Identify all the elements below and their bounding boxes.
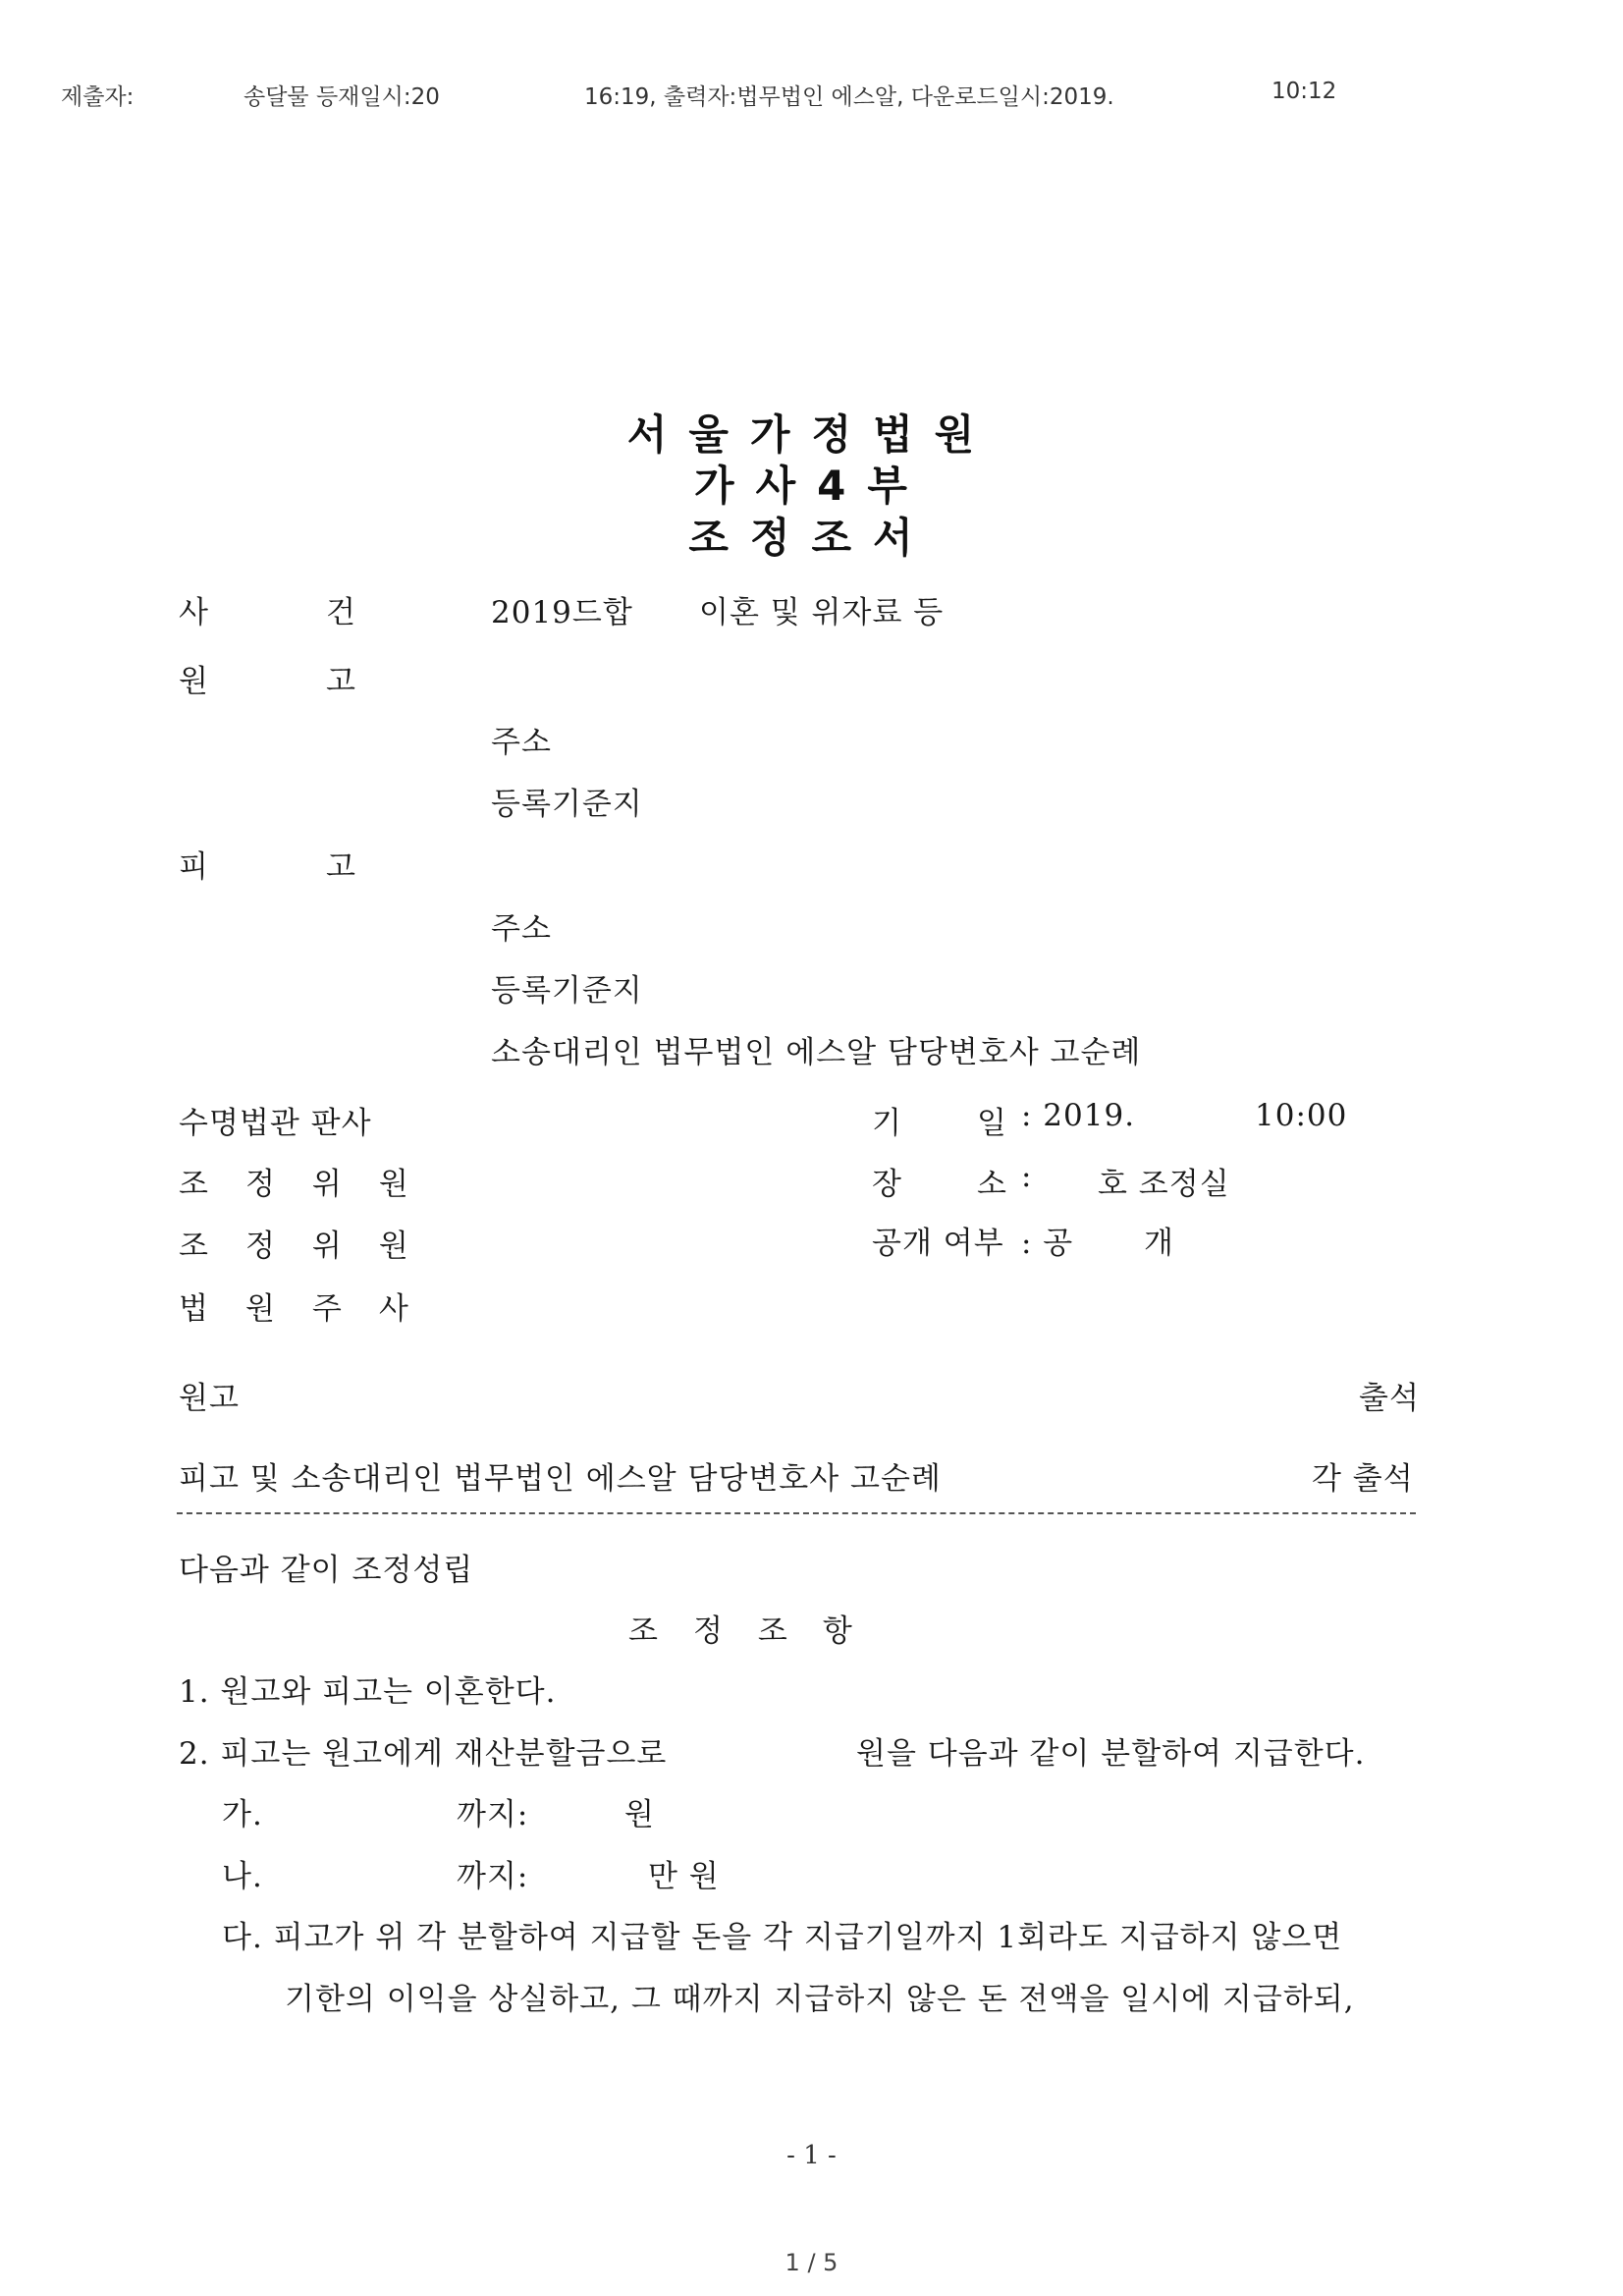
case-number: 2019드합 bbox=[491, 595, 633, 630]
place-colon: : bbox=[1021, 1159, 1033, 1194]
sub-item-ga-unit: 원 bbox=[624, 1797, 655, 1832]
judge-label: 수명법관 판사 bbox=[179, 1106, 372, 1141]
public-label: 공개 여부 bbox=[872, 1226, 1004, 1261]
terms-heading: 조정조항 bbox=[628, 1613, 888, 1649]
sub-item-na-unit: 만 원 bbox=[648, 1859, 720, 1894]
defendant-label: 피고 bbox=[179, 849, 473, 885]
defendant-registry-label: 등록기준지 bbox=[491, 973, 643, 1009]
date-label: 기 bbox=[872, 1106, 902, 1141]
attendance-defendant-status: 각 출석 bbox=[1312, 1461, 1414, 1497]
date-time: 10:00 bbox=[1255, 1098, 1348, 1133]
mediator-2-label: 조정위원 bbox=[179, 1229, 446, 1264]
case-title: 이혼 및 위자료 등 bbox=[699, 595, 945, 630]
header-submitter-label: 제출자: bbox=[61, 84, 135, 110]
defendant-address-label: 주소 bbox=[491, 911, 552, 947]
attendance-defendant-label: 피고 및 소송대리인 법무법인 에스알 담당변호사 고순례 bbox=[179, 1461, 942, 1497]
page-marker: - 1 - bbox=[786, 2141, 837, 2170]
clerk-label: 법원주사 bbox=[179, 1291, 446, 1327]
term-item-1: 1. 원고와 피고는 이혼한다. bbox=[179, 1674, 557, 1710]
place-label-2: 소 bbox=[977, 1167, 1007, 1202]
sub-item-da-line-2: 기한의 이익을 상실하고, 그 때까지 지급하지 않은 돈 전액을 일시에 지급하되, bbox=[285, 1982, 1355, 2017]
page-count: 1 / 5 bbox=[784, 2249, 839, 2276]
case-label: 사건 bbox=[179, 595, 473, 630]
sub-item-da-line-1: 다. 피고가 위 각 분할하여 지급할 돈을 각 지급기일까지 1회라도 지급하지 않으면 bbox=[222, 1920, 1343, 1955]
mediation-intro: 다음과 같이 조정성립 bbox=[179, 1553, 474, 1588]
term-item-2-part-a: 2. 피고는 원고에게 재산분할금으로 bbox=[179, 1736, 668, 1772]
attendance-plaintiff-label: 원고 bbox=[179, 1381, 240, 1416]
attendance-plaintiff-status: 출석 bbox=[1359, 1381, 1420, 1416]
public-value-2: 개 bbox=[1144, 1226, 1174, 1261]
plaintiff-label: 원고 bbox=[179, 664, 473, 699]
term-item-2-part-b: 원을 다음과 같이 분할하여 지급한다. bbox=[856, 1736, 1366, 1772]
section-divider bbox=[177, 1512, 1416, 1514]
mediator-1-label: 조정위원 bbox=[179, 1167, 446, 1202]
header-registered-label: 송달물 등재일시:20 bbox=[243, 84, 440, 110]
plaintiff-address-label: 주소 bbox=[491, 725, 552, 760]
place-label: 장 bbox=[872, 1167, 902, 1202]
court-division: 가사4부 bbox=[694, 462, 929, 510]
document-type: 조정조서 bbox=[688, 514, 935, 562]
sub-item-ga-until: 까지: bbox=[457, 1797, 529, 1832]
place-value: 호 조정실 bbox=[1098, 1167, 1230, 1202]
defendant-counsel: 소송대리인 법무법인 에스알 담당변호사 고순례 bbox=[491, 1035, 1142, 1070]
sub-item-na-until: 까지: bbox=[457, 1859, 529, 1894]
sub-item-ga-label: 가. bbox=[222, 1797, 263, 1832]
plaintiff-registry-label: 등록기준지 bbox=[491, 787, 643, 822]
court-name: 서울가정법원 bbox=[626, 410, 997, 459]
sub-item-na-label: 나. bbox=[222, 1859, 263, 1894]
header-time: 10:12 bbox=[1271, 79, 1337, 104]
date-label-2: 일 bbox=[977, 1106, 1007, 1141]
public-value: : 공 bbox=[1021, 1226, 1074, 1261]
header-output-info: 16:19, 출력자:법무법인 에스알, 다운로드일시:2019. bbox=[584, 84, 1114, 110]
date-value: : 2019. bbox=[1021, 1098, 1136, 1133]
